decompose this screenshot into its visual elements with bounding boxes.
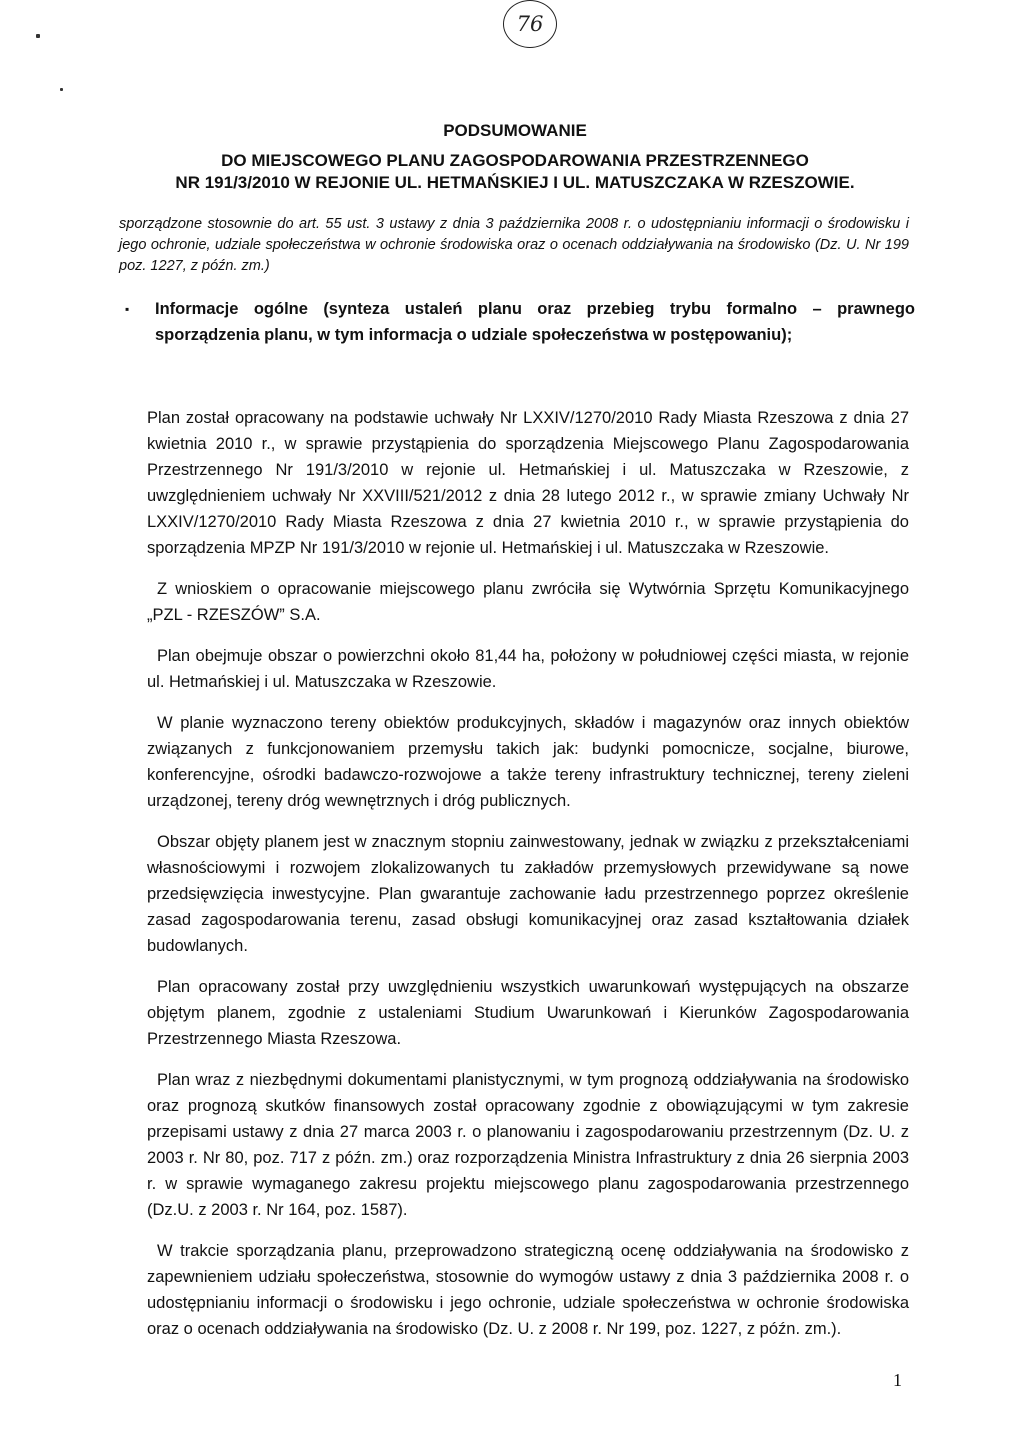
document-title <box>100 120 930 194</box>
page-mark-stamp <box>503 0 557 48</box>
paragraph: Plan opracowany został przy uwzględnieniu wszystkich uwarunkowań występujących na obszarze objętym planem, zgodnie z ustaleniami Studium Uwarunkowań i Kierunków Zagospodarowania Przestrzennego Miasta Rzeszowa. <box>147 978 909 1048</box>
page-number: 1 <box>893 1370 902 1390</box>
bullet-icon: ▪ <box>125 302 130 316</box>
body-text <box>147 405 909 1357</box>
paragraph: Obszar objęty planem jest w znacznym stopniu zainwestowany, jednak w związku z przekształceniami własnościowymi i rozwojem zlokalizowanych tu zakładów przemysłowych przewidywane są nowe przedsięwzięcia inwestycyjne. Plan gwarantuje zachowanie ładu przestrzennego poprzez określenie zasad zagospodarowania terenu, zasad obsługi komunikacyjnej oraz zasad kształtowania działek budowlanych. <box>147 833 909 955</box>
paragraph: Plan obejmuje obszar o powierzchni około 81,44 ha, położony w południowej części miasta, w rejonie ul. Hetmańskiej i ul. Matuszczaka w Rzeszowie. <box>147 647 909 691</box>
section-heading <box>125 296 915 348</box>
scan-speck <box>36 34 40 38</box>
intro-text: sporządzone stosownie do art. 55 ust. 3 ustawy z dnia 3 października 2008 r. o udostępnianiu informacji o środowisku i jego ochronie, udziale społeczeństwa w ochronie środowiska oraz o ocenach oddziaływania na środowisko (Dz. U. Nr 199 poz. 1227, z późn. zm.) <box>119 216 909 274</box>
paragraph: Plan został opracowany na podstawie uchwały Nr LXXIV/1270/2010 Rady Miasta Rzeszowa z dnia 27 kwietnia 2010 r., w sprawie przystąpienia do sporządzenia Miejscowego Planu Zagospodarowania Przestrzennego Nr 191/3/2010 w rejonie ul. Hetmańskiej i ul. Matuszczaka w Rzeszowie, z uwzględnieniem uchwały Nr XXVIII/521/2012 z dnia 28 lutego 2012 r., w sprawie zmiany Uchwały Nr LXXIV/1270/2010 Rady Miasta Rzeszowa z dnia 27 kwietnia 2010 r., w sprawie przystąpienia do sporządzenia MPZP Nr 191/3/2010 w rejonie ul. Hetmańskiej i ul. Matuszczaka w Rzeszowie. <box>147 409 909 557</box>
paragraph: Plan wraz z niezbędnymi dokumentami planistycznymi, w tym prognozą oddziaływania na środowisko oraz prognozą skutków finansowych został opracowany zgodnie z obowiązującymi w tym zakresie przepisami ustawy z dnia 27 marca 2003 r. o planowaniu i zagospodarowaniu przestrzennym (Dz. U. z 2003 r. Nr 80, poz. 717 z późn. zm.) oraz rozporządzenia Ministra Infrastruktury z dnia 26 sierpnia 2003 r. w sprawie wymaganego zakresu projektu miejscowego planu zagospodarowania przestrzennego (Dz.U. z 2003 r. Nr 164, poz. 1587). <box>147 1071 909 1219</box>
title-line-3: NR 191/3/2010 W REJONIE UL. HETMAŃSKIEJ I UL. MATUSZCZAKA W RZESZOWIE. <box>175 173 855 192</box>
scan-speck <box>60 88 63 91</box>
title-line-2: DO MIEJSCOWEGO PLANU ZAGOSPODAROWANIA PRZESTRZENNEGO <box>221 151 809 170</box>
title-line-1: PODSUMOWANIE <box>443 121 587 140</box>
paragraph: Z wnioskiem o opracowanie miejscowego planu zwróciła się Wytwórnia Sprzętu Komunikacyjnego „PZL - RZESZÓW” S.A. <box>147 580 909 624</box>
paragraph: W planie wyznaczono tereny obiektów produkcyjnych, składów i magazynów oraz innych obiektów związanych z funkcjonowaniem przemysłu takich jak: budynki pomocnicze, socjalne, biurowe, konferencyjne, ośrodki badawczo-rozwojowe a także tereny infrastruktury technicznej, tereny zieleni urządzonej, tereny dróg wewnętrznych i dróg publicznych. <box>147 714 909 810</box>
page-mark-text: 76 <box>516 12 544 36</box>
paragraph: W trakcie sporządzania planu, przeprowadzono strategiczną ocenę oddziaływania na środowisko z zapewnieniem udziału społeczeństwa, stosownie do wymogów ustawy z dnia 3 października 2008 r. o udostępnianiu informacji o środowisku i jego ochronie, udziale społeczeństwa w ochronie środowiska oraz o ocenach oddziaływania na środowisko (Dz. U. z 2008 r. Nr 199, poz. 1227, z późn. zm.). <box>147 1242 909 1338</box>
section-heading-text: Informacje ogólne (synteza ustaleń planu oraz przebieg trybu formalno – prawnego sporządzenia planu, w tym informacja o udziale społeczeństwa w postępowaniu); <box>155 300 915 344</box>
